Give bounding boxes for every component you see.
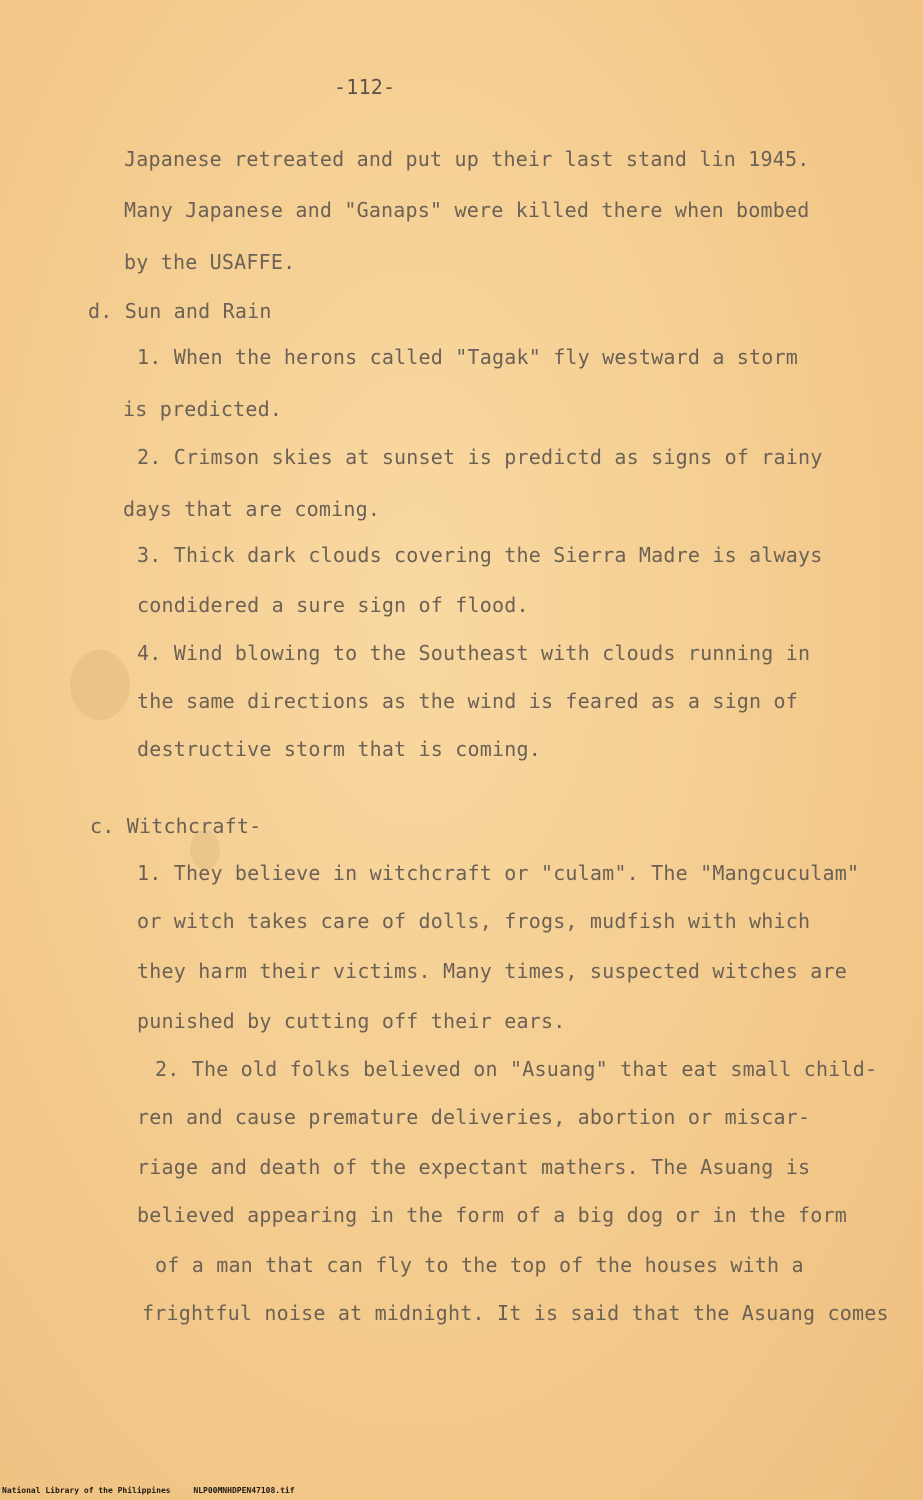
scan-footer — [2, 1486, 313, 1495]
footer-filename: NLP00MNHDPEN47108.tif — [193, 1486, 295, 1495]
witchcraft-line-9: of a man that can fly to the top of the houses with a — [155, 1253, 804, 1277]
intro-line-2: Many Japanese and "Ganaps" were killed there when bombed — [124, 198, 810, 222]
sun-and-rain-heading: d. Sun and Rain — [88, 299, 272, 323]
sun-rain-line-5: 3. Thick dark clouds covering the Sierra Madre is always — [137, 543, 823, 567]
sun-rain-line-6: condidered a sure sign of flood. — [137, 593, 529, 617]
sun-rain-line-3: 2. Crimson skies at sunset is predictd as signs of rainy — [137, 445, 823, 469]
sun-rain-line-2: is predicted. — [123, 397, 283, 421]
page-number: -112- — [334, 75, 396, 99]
sun-rain-line-4: days that are coming. — [123, 497, 381, 521]
witchcraft-line-10: frightful noise at midnight. It is said that the Asuang comes — [142, 1301, 889, 1325]
sun-rain-line-8: the same directions as the wind is feared as a sign of — [137, 689, 799, 713]
witchcraft-heading: c. Witchcraft- — [90, 814, 262, 838]
footer-library: National Library of the Philippines — [2, 1486, 171, 1495]
intro-line-1: Japanese retreated and put up their last stand lin 1945. — [124, 147, 810, 171]
witchcraft-line-1: 1. They believe in witchcraft or "culam". The "Mangcuculam" — [137, 861, 860, 885]
witchcraft-line-4: punished by cutting off their ears. — [137, 1009, 566, 1033]
sun-rain-line-7: 4. Wind blowing to the Southeast with clouds running in — [137, 641, 811, 665]
witchcraft-line-5: 2. The old folks believed on "Asuang" that eat small child- — [155, 1057, 878, 1081]
witchcraft-line-3: they harm their victims. Many times, suspected witches are — [137, 959, 847, 983]
witchcraft-line-8: believed appearing in the form of a big dog or in the form — [137, 1203, 847, 1227]
witchcraft-line-2: or witch takes care of dolls, frogs, mudfish with which — [137, 909, 811, 933]
sun-rain-line-9: destructive storm that is coming. — [137, 737, 541, 761]
sun-rain-line-1: 1. When the herons called "Tagak" fly westward a storm — [137, 345, 799, 369]
witchcraft-line-6: ren and cause premature deliveries, abortion or miscar- — [137, 1105, 811, 1129]
paper-stain — [70, 650, 130, 720]
witchcraft-line-7: riage and death of the expectant mathers. The Asuang is — [137, 1155, 811, 1179]
intro-line-3: by the USAFFE. — [124, 250, 296, 274]
